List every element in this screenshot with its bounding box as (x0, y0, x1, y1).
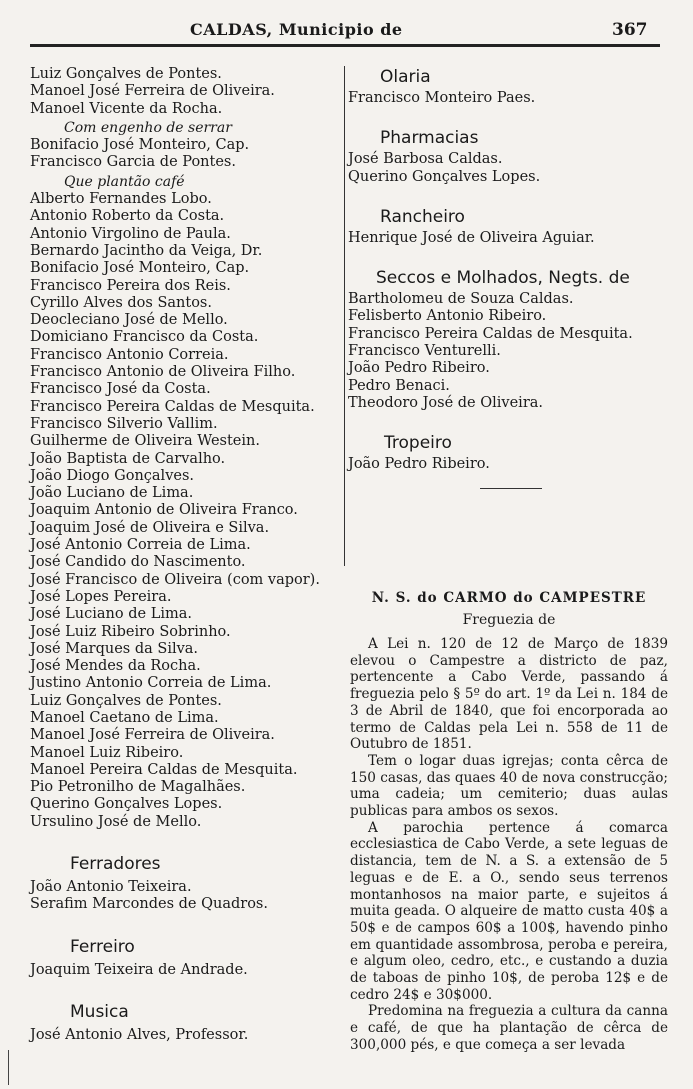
section-heading: Seccos e Molhados, Negts. de (376, 268, 630, 289)
page-number: 367 (612, 20, 648, 40)
list-item: Manoel José Ferreira de Oliveira. (30, 83, 275, 100)
list-item: Francisco Monteiro Paes. (348, 90, 536, 106)
left-column (30, 66, 345, 1044)
list-item: Serafim Marcondes de Quadros. (30, 896, 268, 913)
musica-section (30, 1001, 345, 1044)
list-item: Francisco José da Costa. (30, 381, 211, 398)
list-item: Francisco Pereira dos Reis. (30, 277, 231, 294)
parish-title: N. S. do CARMO do CAMPESTRE (371, 590, 647, 606)
parish-entry (350, 590, 668, 1054)
list-item: Deocleciano José de Mello. (30, 312, 228, 329)
list-item: João Baptista de Carvalho. (30, 450, 226, 467)
section-heading: Musica (70, 1001, 129, 1022)
list-item: José Mendes da Rocha. (30, 658, 201, 675)
section-heading: Rancheiro (380, 206, 465, 227)
list-item: Ursulino José de Mello. (30, 813, 202, 830)
list-item: Justino Antonio Correia de Lima. (30, 675, 272, 692)
list-item: Manoel Caetano de Lima. (30, 709, 219, 726)
tropeiro-section (348, 432, 668, 473)
running-title: CALDAS, Municipio de (190, 20, 403, 39)
list-item: Francisco Antonio de Oliveira Filho. (30, 364, 296, 381)
rancheiro-section (348, 206, 668, 247)
list-item: Pedro Benaci. (348, 377, 450, 394)
list-item: Manoel José Ferreira de Oliveira. (30, 727, 275, 744)
list-item: Luiz Gonçalves de Pontes. (30, 66, 222, 82)
pharmacias-section (348, 127, 668, 186)
list-item: Manoel Luiz Ribeiro. (30, 744, 184, 761)
parish-subtitle: Freguezia de (462, 612, 556, 628)
list-item: José Luciano de Lima. (30, 606, 192, 623)
list-item: Bonifacio José Monteiro, Cap. (30, 260, 250, 277)
list-item: Henrique José de Oliveira Aguiar. (348, 229, 595, 246)
section-heading: Olaria (380, 67, 431, 87)
list-item: João Pedro Ribeiro. (348, 456, 490, 473)
parish-paragraph: A Lei n. 120 de 12 de Março de 1839 elevou o Campestre a districto de paz, pertencente a Cabo Verde, passando á freguezia pelo § 5º do art. 1º da Lei n. 184 de 3 de Abril de 1840, que foi encorporada ao termo de Caldas pela Lei n. 558 de 11 de Outubro de 1851. (350, 636, 668, 753)
column-divider (344, 66, 345, 566)
coffee-section (30, 174, 345, 831)
list-item: João Diogo Gonçalves. (30, 467, 195, 484)
olaria-section (348, 66, 668, 107)
parish-paragraph: Tem o logar duas igrejas; conta cêrca de 150 casas, das quaes 40 de nova construcção; uma cadeia; um cemiterio; duas aulas publicas para ambos os sexos. (350, 752, 668, 820)
list-item: Guilherme de Oliveira Westein. (30, 433, 260, 450)
list-item: Cyrillo Alves dos Santos. (30, 294, 212, 311)
list-item: Francisco Silverio Vallim. (30, 415, 218, 432)
list-item: Bartholomeu de Souza Caldas. (348, 291, 574, 308)
section-subheading: Com engenho de serrar (64, 119, 232, 136)
list-item: José Francisco de Oliveira (com vapor). (30, 571, 320, 588)
list-item: Francisco Venturelli. (348, 343, 501, 360)
list-item: Antonio Roberto da Costa. (30, 208, 225, 225)
list-item: José Antonio Alves, Professor. (30, 1026, 249, 1043)
right-column (348, 66, 668, 489)
list-item: Alberto Fernandes Lobo. (30, 191, 212, 208)
section-divider (480, 488, 542, 489)
sawmill-section (30, 120, 345, 172)
parish-paragraph: A parochia pertence á comarca ecclesiastica de Cabo Verde, a sete leguas de distancia, tem de N. a S. a extensão de 5 leguas e de E. a O., sendo seus terrenos montanhosos na maior parte, e sujeitos á muita geada. O alqueire de matto custa 40$ a 50$ e de campos 60$ a 100$, havendo pinho em quantidade assombrosa, peroba e pereira, e algum oleo, cedro, etc., e custando a duzia de taboas de pinho 10$, de peroba 12$ e de cedro 24$ e 30$000. (350, 819, 668, 1003)
list-item: Antonio Virgolino de Paula. (30, 225, 231, 242)
list-item: José Candido do Nascimento. (30, 554, 246, 571)
list-item: Domiciano Francisco da Costa. (30, 329, 259, 346)
list-item: Luiz Gonçalves de Pontes. (30, 692, 222, 709)
list-item: José Luiz Ribeiro Sobrinho. (30, 623, 231, 640)
list-item: Joaquim José de Oliveira e Silva. (30, 519, 270, 536)
list-item: José Antonio Correia de Lima. (30, 537, 251, 554)
list-item: Felisberto Antonio Ribeiro. (348, 308, 547, 325)
list-item: Manoel Vicente da Rocha. (30, 100, 223, 117)
section-heading: Tropeiro (384, 433, 452, 454)
list-item: João Pedro Ribeiro. (348, 360, 490, 377)
section-subheading: Que plantão café (64, 173, 185, 190)
list-item: Joaquim Antonio de Oliveira Franco. (30, 502, 298, 519)
seccos-section (348, 267, 668, 412)
list-item: Francisco Pereira Caldas de Mesquita. (348, 325, 633, 342)
intro-list (30, 66, 345, 118)
header-rule (30, 44, 660, 47)
section-heading: Ferradores (70, 854, 161, 875)
list-item: Francisco Antonio Correia. (30, 346, 229, 363)
list-item: Bonifacio José Monteiro, Cap. (30, 137, 250, 154)
list-item: Manoel Pereira Caldas de Mesquita. (30, 761, 298, 778)
list-item: Francisco Garcia de Pontes. (30, 154, 236, 171)
list-item: Francisco Pereira Caldas de Mesquita. (30, 398, 315, 415)
list-item: João Luciano de Lima. (30, 485, 194, 502)
list-item: Pio Petronilho de Magalhães. (30, 779, 246, 796)
list-item: Bernardo Jacintho da Veiga, Dr. (30, 242, 263, 259)
list-item: Joaquim Teixeira de Andrade. (30, 961, 248, 978)
list-item: José Marques da Silva. (30, 640, 199, 657)
list-item: José Barbosa Caldas. (348, 151, 503, 168)
list-item: José Lopes Pereira. (30, 588, 172, 605)
list-item: Querino Gonçalves Lopes. (30, 796, 223, 813)
ferradores-section (30, 853, 345, 914)
list-item: Theodoro José de Oliveira. (348, 394, 544, 411)
margin-mark (8, 1050, 9, 1085)
page-header (0, 14, 693, 44)
list-item: Querino Gonçalves Lopes. (348, 168, 541, 185)
section-heading: Ferreiro (70, 936, 135, 957)
ferreiro-section (30, 936, 345, 979)
parish-paragraph: Predomina na freguezia a cultura da canna e café, de que ha plantação de cêrca de 300,000 pés, e que começa a ser levada (350, 1003, 668, 1053)
section-heading: Pharmacias (380, 128, 479, 149)
list-item: João Antonio Teixeira. (30, 879, 192, 896)
